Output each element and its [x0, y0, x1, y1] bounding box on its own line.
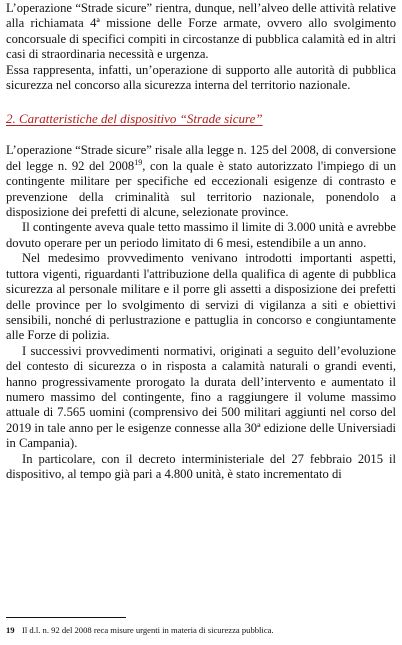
document-page: [6, 1, 396, 482]
body-paragraph-1: [6, 143, 396, 220]
section-heading: 2. Caratteristiche del dispositivo “Strade sicure”: [6, 111, 263, 127]
footnote-reference[interactable]: 19: [134, 157, 143, 167]
footnote: [6, 625, 396, 636]
body-paragraph-5: In particolare, con il decreto interministeriale del 27 febbraio 2015 il dispositivo, al tempo già pari a 4.800 unità, è stato incrementato di: [6, 451, 396, 481]
footnote-divider: [6, 617, 126, 618]
footnote-mark: 19: [6, 625, 15, 635]
body-paragraph-1-text-a: L’operazione “Strade sicure” risale alla legge n. 125 del 2008, di conversione del legge n. 92 del 2008: [6, 143, 396, 173]
body-paragraph-3: Nel medesimo provvedimento venivano introdotti importanti aspetti, tuttora vigenti, riguardanti l'attribuzione della qualifica di agente di pubblica sicurezza al personale militare e il porre gli assetti a disposizione dei prefetti delle province per lo svolgimento di servizi di vigilanza a siti e obiettivi sensibili, nonché di perlustrazione e pattuglia in concorso e congiuntamente alle Forze di polizia.: [6, 251, 396, 343]
body-paragraph-4: I successivi provvedimenti normativi, originati a seguito dell’evoluzione del contesto di sicurezza o in risposta a calamità naturali o grandi eventi, hanno progressivamente prorogato la durata dell’intervento e aumentato il numero massimo del contingente, fino a raggiungere il volume massimo attuale di 7.565 uomini (comprensivo dei 500 militari aggiunti nel corso del 2019 in tale anno per le esigenze connesse alla 30ª edizione delle Universiadi in Campania).: [6, 343, 396, 451]
footnote-text: Il d.l. n. 92 del 2008 reca misure urgenti in materia di sicurezza pubblica.: [22, 625, 274, 635]
intro-paragraph-2: Essa rappresenta, infatti, un’operazione di supporto alle autorità di pubblica sicurezza nel concorso alla sicurezza interna del territorio nazionale.: [6, 62, 396, 93]
body-paragraph-2: Il contingente aveva quale tetto massimo il limite di 3.000 unità e avrebbe dovuto operare per un periodo limitato di 6 mesi, estendibile a un anno.: [6, 220, 396, 250]
intro-paragraph-1: L’operazione “Strade sicure” rientra, dunque, nell’alveo delle attività relative alla richiamata 4ª missione delle Forze armate, ovvero allo svolgimento concorsuale di specifici compiti in circostanze di pubblica calamità ed in altri casi di straordinaria necessità e urgenza.: [6, 1, 396, 62]
body-paragraph-1-text-b: , con la quale è stato autorizzato l'impiego di un contingente militare per specifiche ed eccezionali esigenze di contrasto e prevenzione della criminalità sul territorio nazionale, ponendolo a disposizione dei prefetti di alcune, selezionate province.: [6, 158, 396, 220]
